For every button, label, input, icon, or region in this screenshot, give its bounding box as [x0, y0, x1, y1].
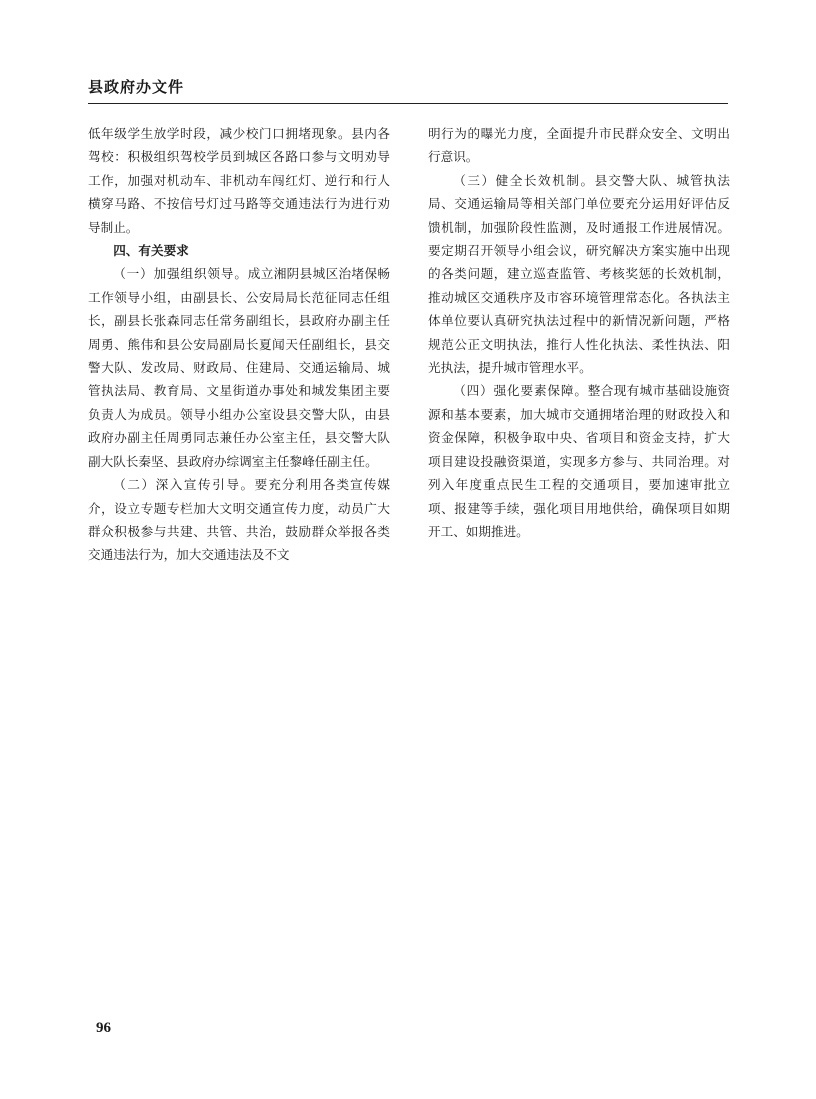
paragraph-mechanism: [428, 169, 730, 380]
paragraph-body: 县交警大队、城管执法局、交通运输局等相关部门单位要充分运用好评估反馈机制，加强阶段性监测，及时通报工作进展情况。要定期召开领导小组会议，研究解决方案实施中出现的各类问题，建立巡查监管、考核奖惩的长效机制，推动城区交通秩序及市容环境管理常态化。各执法主体单位要认真研究执法过程中的新情况新问题，严格规范公正文明执法，推行人性化执法、柔性执法、阳光执法，提升城市管理水平。: [428, 172, 731, 376]
paragraph-organization: [88, 262, 390, 473]
subheading-support: （四）强化要素保障。: [453, 383, 588, 399]
paragraph-body: 要充分利用各类宣传媒介，设立专题专栏加大文明交通宣传力度，动员广大群众积极参与共建、共管、共治，鼓励群众举报各类交通违法行为，加大交通违法及不文: [88, 477, 391, 563]
subheading-organization: （一）加强组织领导。: [113, 266, 248, 282]
paragraph-body: 整合现有城市基础设施资源和基本要素，加大城市交通拥堵治理的财政投入和资金保障，积极争取中央、省项目和资金支持，扩大项目建设投融资渠道，实现多方参与、共同治理。对列入年度重点民生工程的交通项目，要加速审批立项、报建等手续，强化项目用地供给，确保项目如期开工、如期推进。: [428, 383, 730, 539]
paragraph-support: [428, 379, 730, 543]
subheading-publicity: （二）深入宣传引导。: [113, 477, 255, 493]
page-number: 96: [96, 1020, 111, 1036]
paragraph-body: 成立湘阴县城区治堵保畅工作领导小组，由副县长、公安局局长范征同志任组长，副县长张森同志任常务副组长，县政府办副主任周勇、熊伟和县公安局副局长夏闻天任副组长，县交警大队、发改局、财政局、住建局、交通运输局、城管执法局、教育局、文星街道办事处和城发集团主要负责人为成员。领导小组办公室设县交警大队，由县政府办副主任周勇同志兼任办公室主任，县交警大队副大队长秦坚、县政府办综调室主任黎峰任副主任。: [88, 266, 390, 469]
left-column: [88, 122, 390, 567]
header-divider: [88, 103, 728, 104]
paragraph-continued: 低年级学生放学时段，减少校门口拥堵现象。县内各驾校：积极组织驾校学员到城区各路口参与文明劝导工作，加强对机动车、非机动车闯红灯、逆行和行人横穿马路、不按信号灯过马路等交通违法行为进行劝导制止。: [88, 126, 390, 235]
section-heading: 四、有关要求: [113, 243, 189, 259]
page-header-title: 县政府办文件: [88, 78, 185, 96]
right-column: [428, 122, 730, 543]
subheading-mechanism: （三）健全长效机制。: [453, 172, 595, 188]
paragraph-publicity: [88, 473, 390, 567]
paragraph-continued: 明行为的曝光力度，全面提升市民群众安全、文明出行意识。: [428, 126, 730, 165]
